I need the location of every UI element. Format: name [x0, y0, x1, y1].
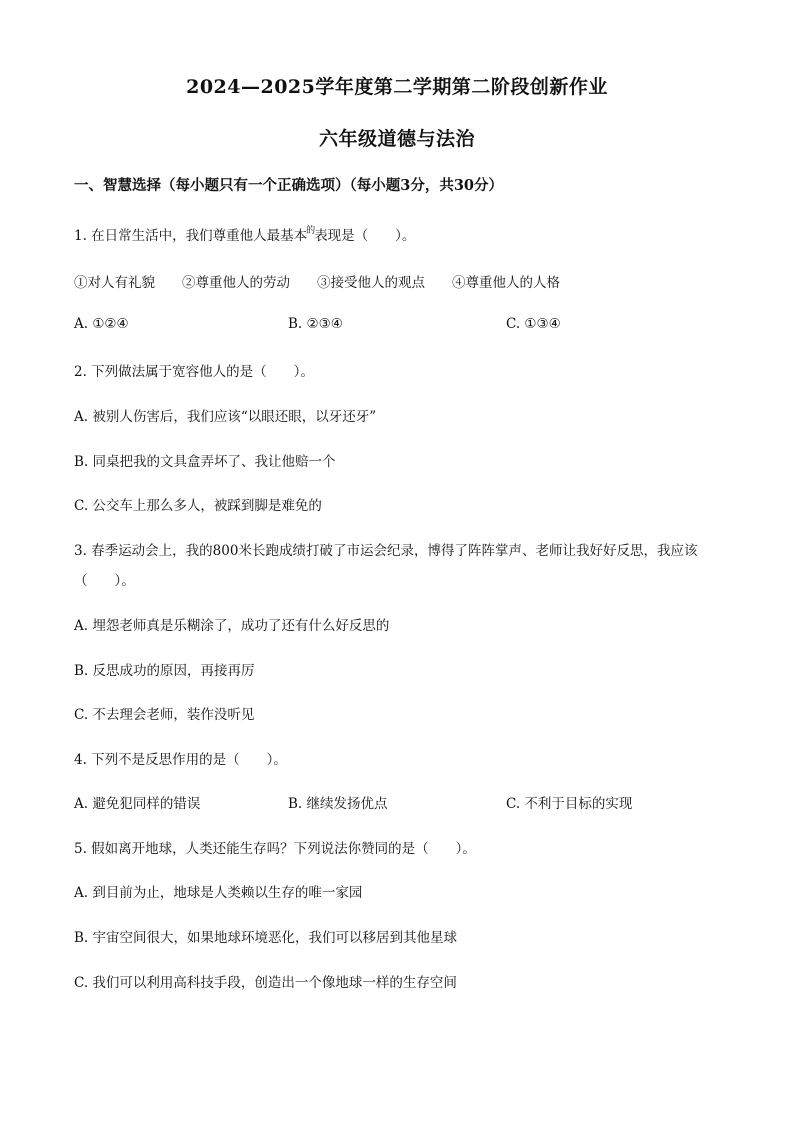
- question-3-option-c: C. 不去理会老师，装作没听见: [74, 707, 255, 723]
- section-heading: 一、智慧选择（每小题只有一个正确选项）（每小题3分，共30分）: [74, 177, 504, 194]
- question-5-stem: 5. 假如离开地球，人类还能生存吗？下列说法你赞同的是（ ）。: [74, 841, 476, 857]
- question-4-option-c: C. 不利于目标的实现: [506, 796, 633, 812]
- question-3-option-a: A. 埋怨老师真是乐糊涂了，成功了还有什么好反思的: [74, 618, 390, 634]
- document-title: 2024—2025学年度第二学期第二阶段创新作业: [186, 76, 608, 98]
- question-4-stem: 4. 下列不是反思作用的是（ ）。: [74, 752, 287, 768]
- question-5-option-a: A. 到目前为止，地球是人类赖以生存的唯一家园: [74, 885, 363, 901]
- question-2-option-c: C. 公交车上那么多人，被踩到脚是难免的: [74, 498, 322, 514]
- question-1-stem: [74, 224, 415, 244]
- question-1-option-a: A. ①②④: [74, 316, 129, 332]
- question-3-option-b: B. 反思成功的原因，再接再厉: [74, 663, 255, 679]
- question-1-stem-part-a: 1. 在日常生活中，我们尊重他人最基本: [74, 228, 308, 244]
- document-subtitle: 六年级道德与法治: [318, 128, 475, 150]
- question-4-option-a: A. 避免犯同样的错误: [74, 796, 201, 812]
- question-1-statements: ①对人有礼貌 ②尊重他人的劳动 ③接受他人的观点 ④尊重他人的人格: [74, 275, 560, 291]
- question-5-option-c: C. 我们可以利用高科技手段，创造出一个像地球一样的生存空间: [74, 975, 457, 991]
- question-3-stem-line-1: 3. 春季运动会上，我的800米长跑成绩打破了市运会纪录，博得了阵阵掌声、老师让我好好反思，我应该: [74, 543, 698, 559]
- question-1-option-b: B. ②③④: [288, 316, 343, 332]
- question-3-stem-line-2: （ ）。: [74, 573, 135, 589]
- question-2-option-b: B. 同桌把我的文具盒弄坏了、我让他赔一个: [74, 454, 336, 470]
- question-1-stem-part-b: 表现是（ ）。: [314, 228, 416, 244]
- question-1-option-c: C. ①③④: [506, 316, 561, 332]
- question-1-stem-superscript: 的: [306, 226, 316, 236]
- question-2-stem: 2. 下列做法属于宽容他人的是（ ）。: [74, 364, 314, 380]
- question-5-option-b: B. 宇宙空间很大，如果地球环境恶化，我们可以移居到其他星球: [74, 930, 458, 946]
- question-4-option-b: B. 继续发扬优点: [288, 796, 388, 812]
- question-2-option-a: A. 被别人伤害后，我们应该“以眼还眼，以牙还牙”: [74, 409, 377, 425]
